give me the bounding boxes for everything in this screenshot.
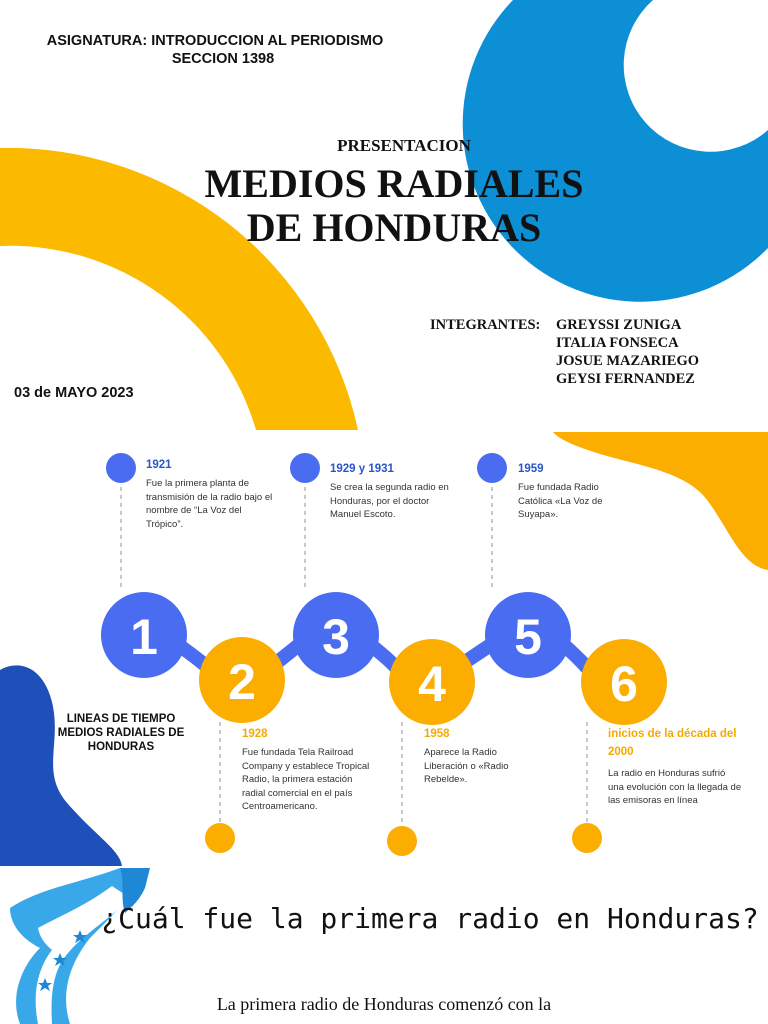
event-text: Aparece la Radio Liberación o «Radio Rebelde». [424,747,509,785]
dot-1959 [477,453,507,483]
event-year: 1959 [518,463,544,475]
event-year: 1958 [424,728,450,740]
event-text: Se crea la segunda radio en Honduras, por el doctor Manuel Escoto. [330,482,449,520]
member-4: GEYSI FERNANDEZ [556,371,695,387]
presentation-label: PRESENTACION [337,136,471,155]
event-text: Fue fundada Radio Católica «La Voz de Suyapa». [518,482,603,520]
event-1929 [330,463,455,522]
members-label: INTEGRANTES: [430,317,541,333]
event-year: 1928 [242,728,268,740]
member-1: GREYSSI ZUNIGA [556,317,682,333]
dot-1958 [387,826,417,856]
timeline-node-3 [293,592,379,678]
question-slide [0,868,768,1024]
member-2: ITALIA FONSECA [556,335,679,351]
event-year: 1929 y 1931 [330,463,394,475]
dot-1928 [205,823,235,853]
timeline-node-4 [389,639,475,725]
member-3: JOSUE MAZARIEGO [556,353,700,369]
event-1959 [518,463,628,522]
node-number-5: 5 [514,609,542,665]
timeline-label: LINEAS DE TIEMPO MEDIOS RADIALES DE HONDURAS [57,713,185,753]
timeline-node-5 [485,592,571,678]
event-1921 [146,459,281,531]
cover-slide [0,0,768,430]
event-text: Fue fundada Tela Railroad Company y establece Tropical Radio, la primera estación radial comercial en el país Centroamericano. [242,747,370,812]
question-title: ¿Cuál fue la primera radio en Honduras? [101,902,759,935]
event-2000 [608,725,743,808]
timeline-slide [0,432,768,866]
event-text: Fue la primera planta de transmisión de la radio bajo el nombre de “La Voz del Trópico”. [146,478,273,530]
title-line-1: MEDIOS RADIALES [204,161,584,206]
timeline-node-6 [581,639,667,725]
section-line: SECCION 1398 [171,51,275,67]
dot-1921 [106,453,136,483]
node-number-6: 6 [610,656,638,712]
dot-1929 [290,453,320,483]
subject-line: ASIGNATURA: INTRODUCCION AL PERIODISMO [46,33,384,49]
event-year: inicios de la década del 2000 [608,728,737,758]
node-number-3: 3 [322,609,350,665]
event-year: 1921 [146,459,172,471]
answer-text: La primera radio de Honduras comenzó con la [216,994,552,1014]
title-line-2: DE HONDURAS [246,205,542,250]
node-number-1: 1 [130,609,158,665]
node-number-2: 2 [228,654,256,710]
presentation-date: 03 de MAYO 2023 [14,385,134,401]
timeline-node-2 [199,637,285,723]
event-1958 [424,728,534,787]
blue-blob-shape [0,665,122,866]
dot-2000 [572,823,602,853]
event-text: La radio en Honduras sufrió una evolución con la llegada de las emisoras en línea [608,768,742,806]
timeline-node-1 [101,592,187,678]
event-1928 [242,728,377,814]
node-number-4: 4 [418,656,446,712]
